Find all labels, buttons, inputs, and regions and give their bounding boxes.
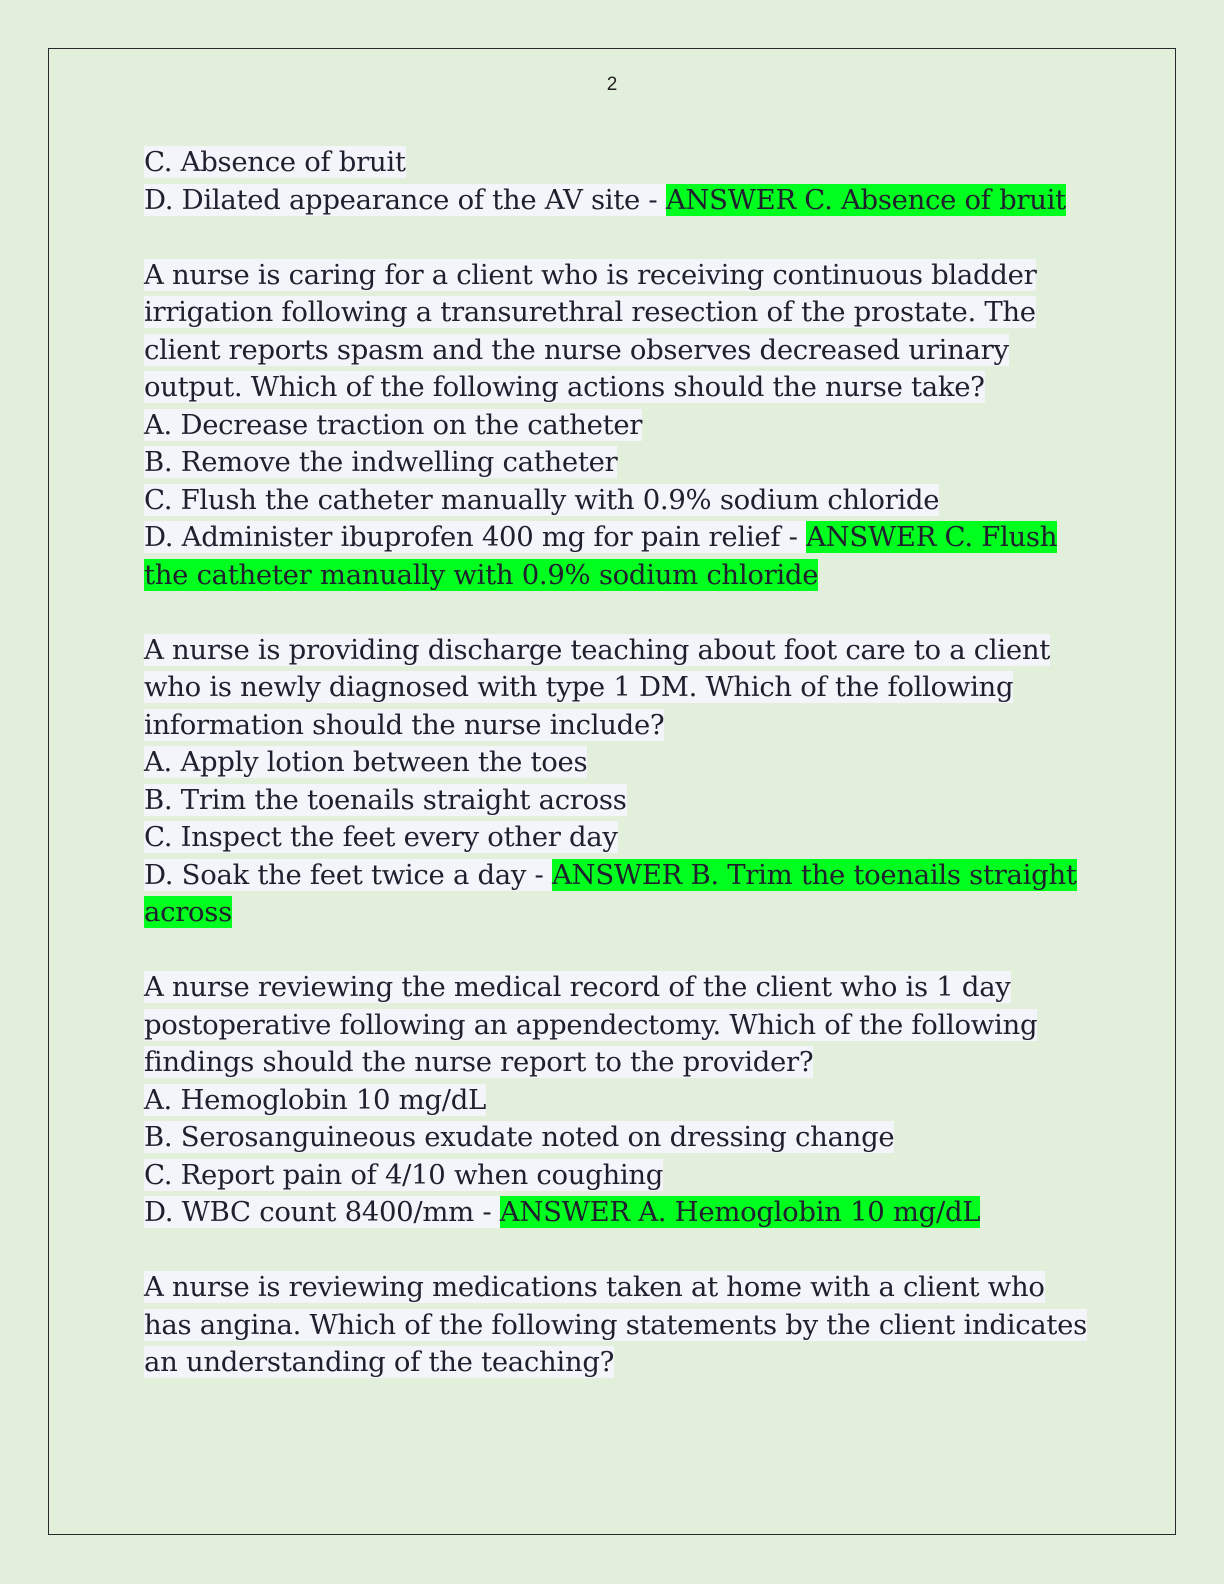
text-line	[144, 857, 1084, 895]
text-line	[144, 744, 1084, 782]
line-text: findings should the nurse report to the provider?	[144, 1046, 814, 1078]
answer-highlight: ANSWER A. Hemoglobin 10 mg/dL	[499, 1196, 981, 1228]
line-text: postoperative following an appendectomy. Which of the following	[144, 1008, 1038, 1041]
line-text: D. WBC count 8400/mm -	[144, 1196, 500, 1228]
line-text: D. Administer ibuprofen 400 mg for pain relief -	[144, 521, 807, 553]
text-line	[144, 369, 1084, 407]
question-block	[144, 257, 1084, 595]
text-line	[144, 519, 1084, 557]
text-line	[144, 1307, 1087, 1345]
question-block	[144, 969, 1084, 1232]
answer-highlight: ANSWER B. Trim the toenails straight	[552, 858, 1077, 891]
line-text: irrigation following a transurethral resection of the prostate. The	[144, 296, 1036, 328]
line-text: C. Inspect the feet every other day	[144, 821, 618, 853]
answer-highlight: the catheter manually with 0.9% sodium chloride	[144, 558, 819, 591]
line-text: C. Flush the catheter manually with 0.9% sodium chloride	[144, 483, 940, 516]
text-line	[144, 332, 1084, 370]
text-line	[144, 144, 1084, 182]
line-text: C. Report pain of 4/10 when coughing	[144, 1158, 664, 1191]
text-line	[144, 894, 1084, 932]
text-line	[144, 1194, 1084, 1232]
answer-highlight: across	[144, 896, 232, 928]
answer-highlight: ANSWER C. Flush	[806, 521, 1058, 553]
line-text: B. Trim the toenails straight across	[144, 783, 627, 816]
line-text: A. Decrease traction on the catheter	[144, 408, 643, 441]
line-text: output. Which of the following actions should the nurse take?	[144, 371, 985, 403]
text-line	[144, 557, 1084, 595]
line-text: A nurse is reviewing medications taken at home with a client who	[144, 1271, 1045, 1303]
line-text: A nurse reviewing the medical record of the client who is 1 day	[144, 971, 1011, 1003]
line-text: client reports spasm and the nurse observes decreased urinary	[144, 333, 1009, 366]
text-line	[144, 1082, 1084, 1120]
line-text: information should the nurse include?	[144, 708, 665, 741]
page-number: 2	[606, 74, 618, 95]
text-line	[144, 1269, 1084, 1307]
text-line	[144, 782, 1084, 820]
line-text: who is newly diagnosed with type 1 DM. Which of the following	[144, 671, 1014, 703]
line-text: A. Apply lotion between the toes	[144, 746, 588, 778]
line-text: A nurse is caring for a client who is receiving continuous bladder	[144, 258, 1037, 291]
answer-highlight: ANSWER C. Absence of bruit	[665, 183, 1066, 216]
line-text: an understanding of the teaching?	[144, 1346, 615, 1378]
question-block	[144, 632, 1084, 932]
document-body	[144, 144, 1087, 1382]
text-line	[144, 257, 1084, 295]
text-line	[144, 1007, 1084, 1045]
text-line	[144, 1157, 1084, 1195]
line-text: A nurse is providing discharge teaching about foot care to a client	[144, 633, 1051, 666]
text-line	[144, 969, 1084, 1007]
text-line	[144, 182, 1084, 220]
line-text: D. Dilated appearance of the AV site -	[144, 183, 666, 216]
line-text: B. Remove the indwelling catheter	[144, 446, 618, 478]
line-text: A. Hemoglobin 10 mg/dL	[144, 1083, 486, 1116]
line-text: B. Serosanguineous exudate noted on dressing change	[144, 1121, 895, 1153]
text-line	[144, 1344, 1084, 1382]
paragraph-gap	[144, 219, 1084, 257]
question-block	[144, 1269, 1087, 1382]
paragraph-gap	[144, 932, 1084, 970]
text-line	[144, 1119, 1084, 1157]
text-line	[144, 294, 1084, 332]
text-line	[144, 1044, 1084, 1082]
line-text: C. Absence of bruit	[144, 146, 406, 178]
line-text: D. Soak the feet twice a day -	[144, 858, 552, 891]
text-line	[144, 819, 1084, 857]
text-line	[144, 444, 1084, 482]
line-text: has angina. Which of the following statements by the client indicates	[144, 1308, 1087, 1341]
text-line	[144, 482, 1084, 520]
text-line	[144, 407, 1084, 445]
text-line	[144, 707, 1084, 745]
text-line	[144, 632, 1084, 670]
text-line	[144, 669, 1084, 707]
paragraph-gap	[144, 594, 1084, 632]
question-block	[144, 144, 1084, 219]
paragraph-gap	[144, 1232, 1084, 1270]
